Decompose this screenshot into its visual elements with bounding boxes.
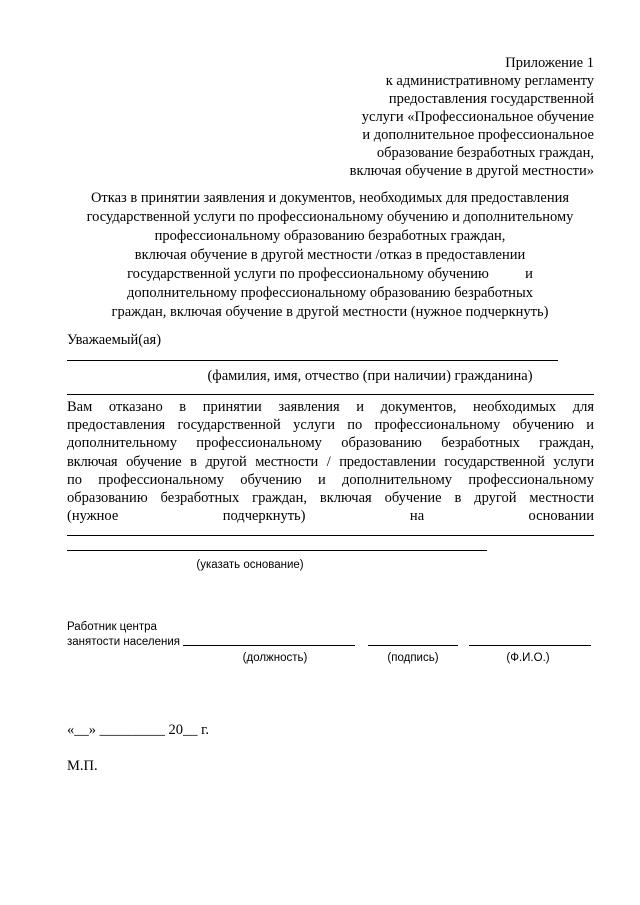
name-fill-line-2	[67, 394, 594, 395]
title-line: граждан, включая обучение в другой местности (нужное подчеркнуть)	[111, 304, 549, 320]
signature-role	[67, 620, 180, 650]
signature-caption: (подпись)	[387, 652, 439, 664]
title-line: государственной услуги по профессиональному обучению и дополнительному	[86, 209, 574, 225]
position-line	[183, 645, 355, 646]
body-line: включая обучение в другой местности / предоставлении государственной услуги	[67, 453, 594, 470]
name-fill-line	[67, 360, 558, 361]
name-caption: (фамилия, имя, отчество (при наличии) гражданина)	[207, 368, 533, 384]
appendix-line: и дополнительное профессиональное	[362, 127, 594, 143]
fio-caption: (Ф.И.О.)	[506, 652, 550, 664]
date-line: «__» _________ 20__ г.	[67, 722, 210, 738]
body-line: (нужное подчеркнуть) на основании	[67, 508, 594, 525]
title-line: профессиональному образованию безработных граждан,	[154, 228, 506, 244]
signature-line	[368, 645, 458, 646]
appendix-line: образование безработных граждан,	[376, 145, 594, 161]
body-line: образованию безработных граждан, включая обучение в другой местности	[67, 490, 594, 507]
appendix-line: включая обучение в другой местности»	[349, 163, 594, 179]
title-line: включая обучение в другой местности /отказ в предоставлении	[134, 247, 526, 263]
role-line: Работник центра	[67, 621, 157, 633]
refusal-body	[67, 398, 594, 525]
role-line: занятости населения	[67, 636, 181, 648]
document-title	[50, 189, 610, 322]
basis-fill-line-2	[67, 550, 487, 551]
appendix-line: Приложение 1	[505, 55, 594, 71]
basis-caption: (указать основание)	[196, 559, 304, 571]
position-caption: (должность)	[242, 652, 308, 664]
title-line: Отказ в принятии заявления и документов, необходимых для предоставления	[90, 190, 570, 206]
fio-line	[469, 645, 591, 646]
title-line: государственной услуги по профессиональному обучению и	[127, 266, 533, 282]
body-line: дополнительному профессиональному образованию безработных граждан,	[67, 435, 594, 452]
appendix-line: предоставления государственной	[388, 91, 594, 107]
seal-placeholder: М.П.	[67, 758, 98, 774]
title-line: дополнительному профессиональному образованию безработных	[127, 285, 533, 301]
body-line: по профессиональному обучению и дополнительному профессиональному	[67, 471, 594, 488]
basis-fill-line	[67, 535, 594, 536]
appendix-header	[294, 54, 594, 180]
greeting: Уважаемый(ая)	[67, 332, 162, 348]
body-line: Вам отказано в принятии заявления и документов, необходимых для	[67, 399, 594, 415]
appendix-line: к административному регламенту	[385, 73, 594, 89]
appendix-line: услуги «Профессиональное обучение	[361, 109, 594, 125]
body-line: предоставления государственной услуги по профессиональному обучению и	[67, 417, 594, 434]
